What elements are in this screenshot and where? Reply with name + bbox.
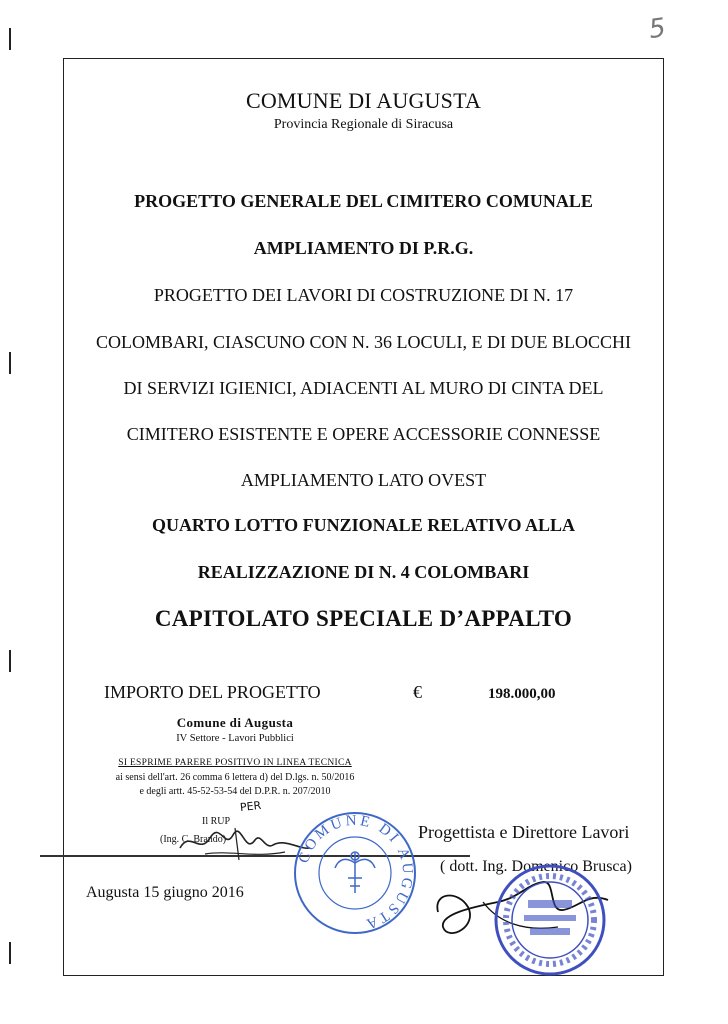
stamp-department: IV Settore - Lavori Pubblici xyxy=(176,733,294,744)
stamp-law-reference: e degli artt. 45-52-53-54 del D.P.R. n. 207/2010 xyxy=(139,786,331,797)
municipality-title: COMUNE DI AUGUSTA xyxy=(245,88,482,113)
project-description-line1: PROGETTO DEI LAVORI DI COSTRUZIONE DI N. 17 xyxy=(153,285,574,305)
document-type-title: CAPITOLATO SPECIALE D’APPALTO xyxy=(154,606,573,631)
stamp-role: Il RUP xyxy=(202,816,231,827)
province-subtitle: Provincia Regionale di Siracusa xyxy=(273,117,454,132)
stamp-law-reference: ai sensi dell'art. 26 comma 6 lettera d) del D.lgs. n. 50/2016 xyxy=(115,772,355,783)
margin-mark xyxy=(9,28,11,50)
project-description-line3: DI SERVIZI IGIENICI, ADIACENTI AL MURO DI CINTA DEL xyxy=(123,378,604,398)
page-number: 5 xyxy=(646,12,668,46)
project-description-line2: COLOMBARI, CIASCUNO CON N. 36 LOCULI, E DI DUE BLOCCHI xyxy=(96,332,631,352)
project-description-line5: AMPLIAMENTO LATO OVEST xyxy=(240,470,487,490)
municipal-seal xyxy=(290,808,420,938)
amount-value: 198.000,00 xyxy=(488,686,556,702)
seal-text: COMUNE DI AUGUSTA xyxy=(296,812,416,933)
designer-role: Progettista e Direttore Lavori xyxy=(418,822,630,842)
project-title-line1: PROGETTO GENERALE DEL CIMITERO COMUNALE xyxy=(134,191,593,211)
margin-mark xyxy=(9,352,11,374)
stamp-signatory: (Ing. C. Brando) xyxy=(160,834,227,845)
eagle-emblem-icon xyxy=(335,852,375,893)
stamp-handwritten-annotation: PER xyxy=(239,798,262,815)
project-description-line4: CIMITERO ESISTENTE E OPERE ACCESSORIE CONNESSE xyxy=(126,424,601,444)
designer-name: ( dott. Ing. Domenico Brusca) xyxy=(440,858,632,875)
designer-professional-stamp xyxy=(484,860,616,976)
stamp-office: Comune di Augusta xyxy=(176,715,294,730)
project-title-line2: AMPLIAMENTO DI P.R.G. xyxy=(253,238,474,258)
margin-mark xyxy=(9,650,11,672)
place-date: Augusta 15 giugno 2016 xyxy=(86,884,244,901)
margin-mark xyxy=(9,942,11,964)
stamp-opinion: SI ESPRIME PARERE POSITIVO IN LINEA TECNICA xyxy=(118,758,352,768)
lot-title-line1: QUARTO LOTTO FUNZIONALE RELATIVO ALLA xyxy=(151,515,576,535)
amount-label: IMPORTO DEL PROGETTO xyxy=(104,682,321,702)
amount-currency: € xyxy=(413,682,422,702)
lot-title-line2: REALIZZAZIONE DI N. 4 COLOMBARI xyxy=(197,562,530,582)
